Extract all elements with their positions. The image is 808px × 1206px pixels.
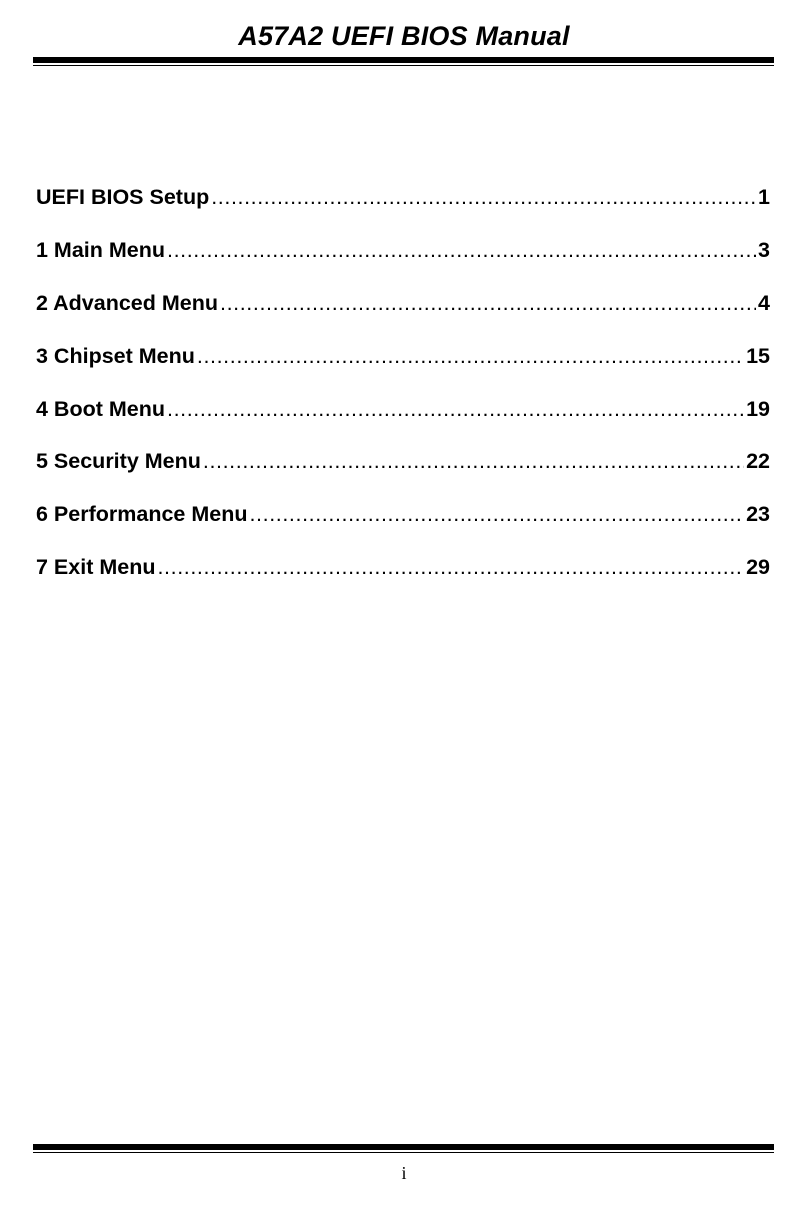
- toc-entry-main-menu[interactable]: [36, 233, 770, 286]
- toc-leader-dots: [197, 339, 744, 373]
- toc-entry-title: UEFI BIOS Setup: [36, 185, 210, 209]
- toc-leader-dots: [203, 444, 744, 478]
- toc-entry-title: 6 Performance Menu: [36, 502, 248, 527]
- toc-entry-page: 19: [746, 396, 770, 421]
- document-title: A57A2 UEFI BIOS Manual: [238, 21, 570, 51]
- toc-entry-page: 1: [758, 185, 770, 209]
- toc-entry-advanced-menu[interactable]: [36, 286, 770, 339]
- toc-entry-performance-menu[interactable]: [36, 497, 770, 550]
- page-number: i: [401, 1163, 407, 1183]
- header-rule-thick: [33, 57, 774, 63]
- toc-entry-title: 1 Main Menu: [36, 237, 166, 262]
- toc-entry-boot-menu[interactable]: [36, 392, 770, 445]
- toc-leader-dots: [167, 392, 744, 426]
- toc-entry-page: 15: [746, 343, 770, 368]
- footer-rule-thin: [33, 1152, 774, 1153]
- toc-entry-title: 2 Advanced Menu: [36, 290, 218, 315]
- toc-leader-dots: [249, 497, 744, 531]
- toc-leader-dots: [220, 286, 756, 320]
- toc-leader-dots: [167, 233, 756, 267]
- toc-entry-page: 4: [758, 290, 770, 315]
- toc-entry-title: 3 Chipset Menu: [36, 343, 195, 368]
- toc-entry-page: 3: [758, 237, 770, 262]
- toc-entry-chipset-menu[interactable]: [36, 339, 770, 392]
- toc-leader-dots: [157, 550, 744, 584]
- toc-entry-title: 5 Security Menu: [36, 449, 201, 474]
- toc-entry-exit-menu[interactable]: [36, 550, 770, 603]
- toc-entry-page: 29: [746, 555, 770, 580]
- toc-entry-page: 22: [746, 449, 770, 474]
- toc-leader-dots: [211, 180, 756, 214]
- footer-rule-thick: [33, 1144, 774, 1150]
- toc-entry-uefi-bios-setup[interactable]: [36, 180, 770, 233]
- table-of-contents: [36, 180, 770, 603]
- toc-entry-title: 4 Boot Menu: [36, 396, 165, 421]
- header-rule-thin: [33, 65, 774, 66]
- toc-entry-title: 7 Exit Menu: [36, 555, 156, 580]
- toc-entry-page: 23: [746, 502, 770, 527]
- toc-entry-security-menu[interactable]: [36, 444, 770, 497]
